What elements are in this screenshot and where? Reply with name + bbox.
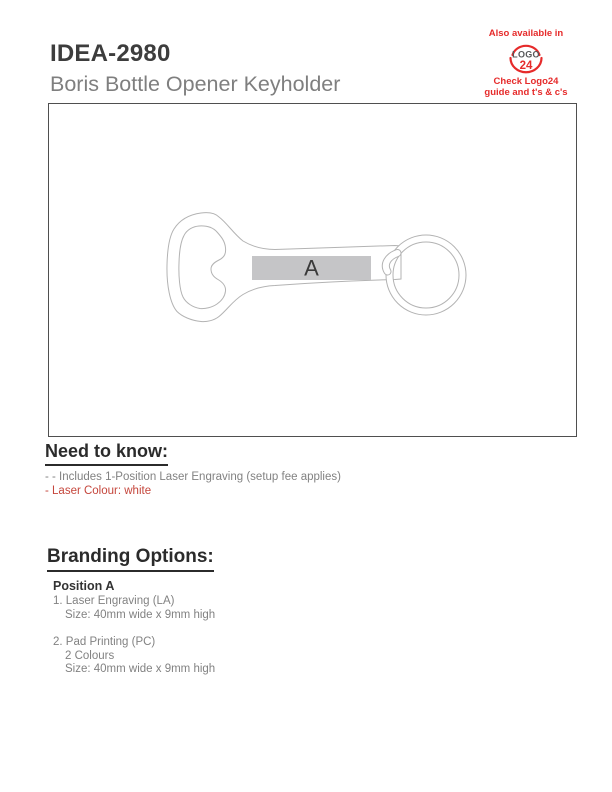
badge-number: 24 <box>519 60 533 72</box>
position-a-title: Position A <box>53 579 115 593</box>
branding-options-section <box>47 546 215 677</box>
badge-word: LOGO <box>512 49 540 60</box>
method-name: 1. Laser Engraving (LA) <box>53 595 175 607</box>
product-code: IDEA-2980 <box>50 40 171 67</box>
header <box>50 40 340 97</box>
laser-colour-note: - Laser Colour: white <box>45 484 152 497</box>
product-name: Boris Bottle Opener Keyholder <box>50 72 341 96</box>
branding-method-laser <box>53 595 215 622</box>
check-logo24-text: Check Logo24 <box>493 76 559 87</box>
branding-method-pad-printing <box>53 636 215 677</box>
logo24-block <box>468 28 584 98</box>
position-a-label: A <box>304 255 319 281</box>
method-name: 2. Pad Printing (PC) <box>53 636 156 648</box>
need-to-know-item: - - Includes 1-Position Laser Engraving (setup fee applies) <box>45 471 341 483</box>
need-to-know-title: Need to know: <box>45 441 168 466</box>
position-a-block <box>47 579 215 677</box>
method-colours: 2 Colours <box>65 649 115 662</box>
branding-options-title: Branding Options: <box>47 546 214 572</box>
bottle-opener-illustration <box>157 203 477 343</box>
method-size: Size: 40mm wide x 9mm high <box>65 608 216 621</box>
also-available-text: Also available in <box>488 28 564 39</box>
need-to-know-section <box>45 441 341 498</box>
product-image-frame <box>48 103 577 437</box>
method-size: Size: 40mm wide x 9mm high <box>65 663 216 675</box>
guide-text: guide and t's & c's <box>484 87 568 98</box>
logo24-badge-icon <box>505 40 547 76</box>
